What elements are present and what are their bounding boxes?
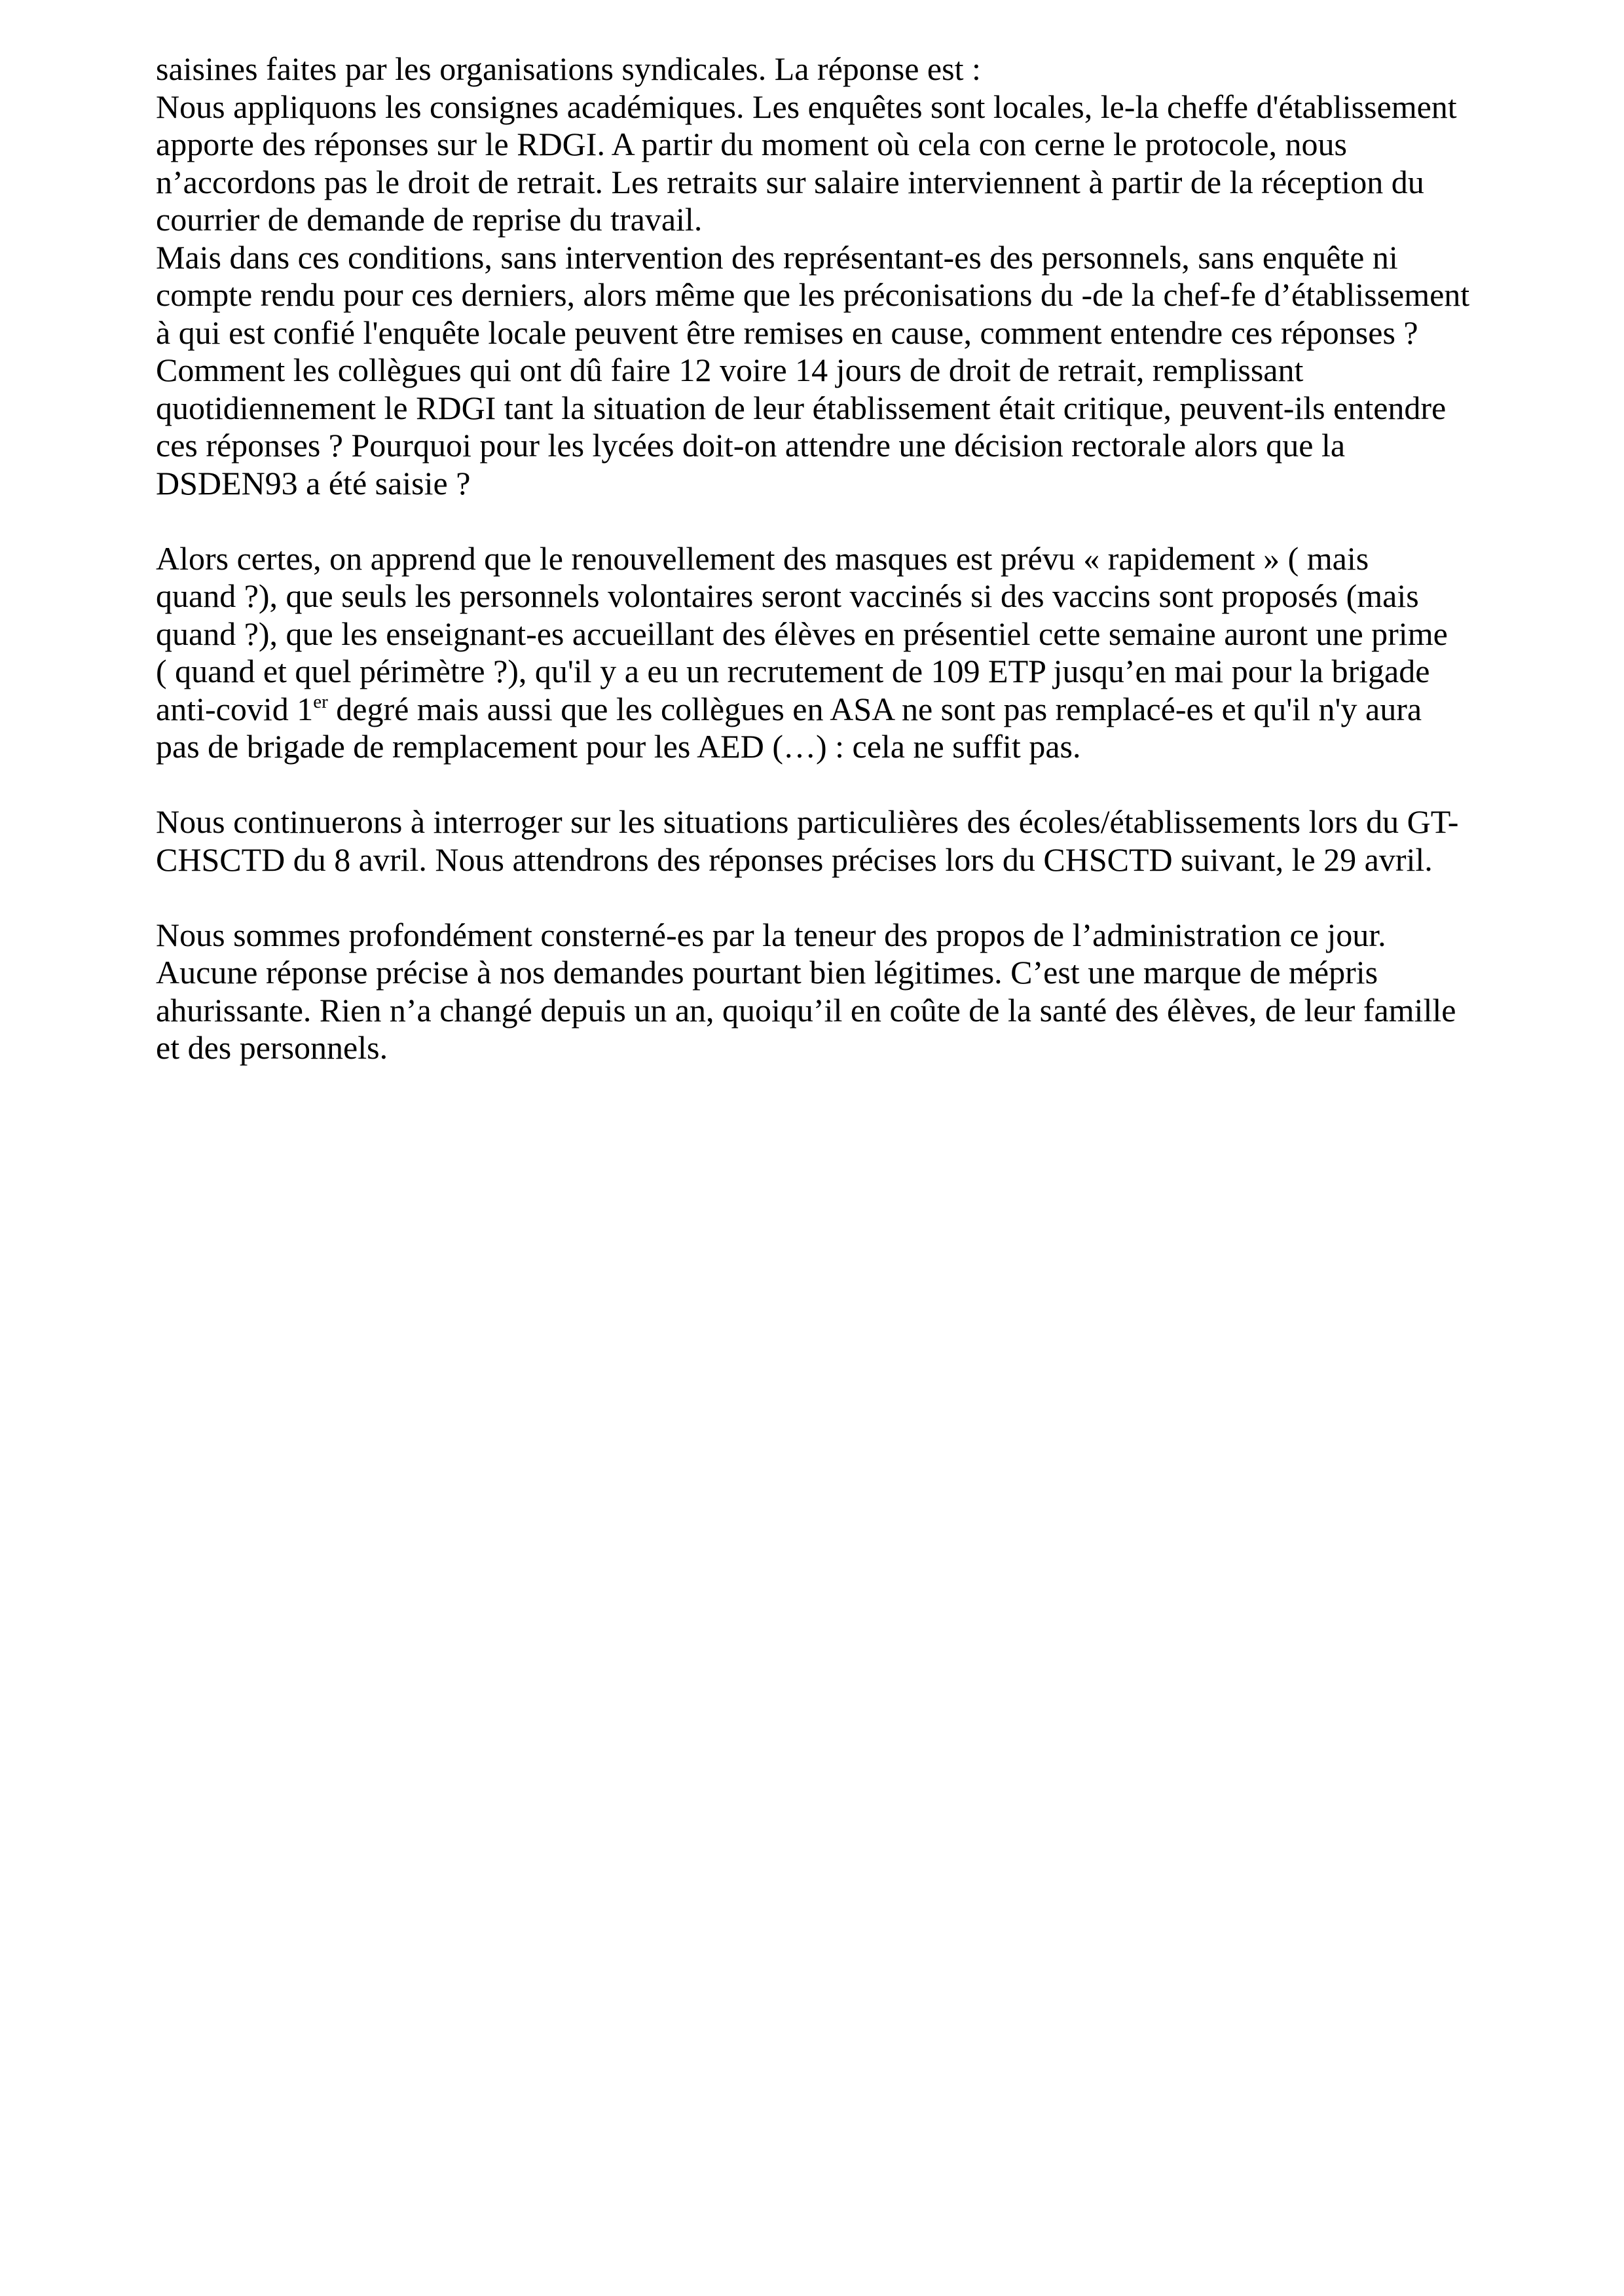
paragraph-spacer [156, 502, 1492, 540]
text-line: ces réponses ? Pourquoi pour les lycées doit-on attendre une décision rectorale alors que la [156, 427, 1346, 464]
text-line: compte rendu pour ces derniers, alors même que les préconisations du -de la chef-fe d’établissement [156, 276, 1470, 313]
text-line: Aucune réponse précise à nos demandes pourtant bien légitimes. C’est une marque de mépris [156, 954, 1378, 991]
text-segment: degré mais aussi que les collègues en ASA ne sont pas remplacé-es et qu'il n'y aura [327, 690, 1422, 727]
ordinal-superscript: er [313, 691, 328, 712]
text-line: courrier de demande de reprise du travail. [156, 201, 703, 238]
paragraph-conclusion [156, 917, 1492, 1067]
text-line: à qui est confié l'enquête locale peuvent être remises en cause, comment entendre ces réponses ? [156, 314, 1418, 351]
text-line-with-superscript [156, 691, 1492, 729]
text-line: CHSCTD du 8 avril. Nous attendrons des réponses précises lors du CHSCTD suivant, le 29 avril. [156, 841, 1433, 878]
paragraph-nous-continuerons [156, 803, 1492, 879]
text-line: Alors certes, on apprend que le renouvellement des masques est prévu « rapidement » ( mais [156, 539, 1369, 577]
text-line: quotidiennement le RDGI tant la situation de leur établissement était critique, peuvent-ils entendre [156, 389, 1447, 426]
text-segment: anti-covid 1 [156, 690, 314, 727]
text-line: Nous sommes profondément consterné-es par la teneur des propos de l’administration ce jour. [156, 916, 1386, 953]
text-line: apporte des réponses sur le RDGI. A partir du moment où cela con cerne le protocole, nous [156, 126, 1347, 162]
text-line: Nous appliquons les consignes académiques. Les enquêtes sont locales, le-la cheffe d'établissement [156, 88, 1457, 125]
text-line: saisines faites par les organisations syndicales. La réponse est : [156, 50, 981, 87]
text-line: Comment les collègues qui ont dû faire 12 voire 14 jours de droit de retrait, remplissant [156, 352, 1304, 388]
text-line: ahurissante. Rien n’a changé depuis un an, quoiqu’il en coûte de la santé des élèves, de leur famille [156, 991, 1456, 1029]
text-line: DSDEN93 a été saisie ? [156, 464, 471, 501]
paragraph-spacer [156, 879, 1492, 917]
text-line: et des personnels. [156, 1029, 388, 1066]
text-line: ( quand et quel périmètre ?), qu'il y a eu un recrutement de 109 ETP jusqu’en mai pour la brigade [156, 653, 1430, 689]
text-line: Nous continuerons à interroger sur les situations particulières des écoles/établissements lors du GT- [156, 803, 1459, 840]
text-line: Mais dans ces conditions, sans intervention des représentant-es des personnels, sans enquête ni [156, 238, 1398, 276]
text-line: quand ?), que les enseignant-es accueillant des élèves en présentiel cette semaine auront une prime [156, 615, 1448, 652]
paragraph-spacer [156, 766, 1492, 804]
text-line: n’accordons pas le droit de retrait. Les retraits sur salaire interviennent à partir de la réception du [156, 163, 1424, 200]
text-line: quand ?), que seuls les personnels volontaires seront vaccinés si des vaccins sont proposés (mais [156, 577, 1419, 614]
document-page [156, 50, 1492, 1067]
text-line: pas de brigade de remplacement pour les AED (…) : cela ne suffit pas. [156, 728, 1081, 765]
paragraph-reponse-administration [156, 50, 1492, 502]
paragraph-alors-certes [156, 540, 1492, 766]
